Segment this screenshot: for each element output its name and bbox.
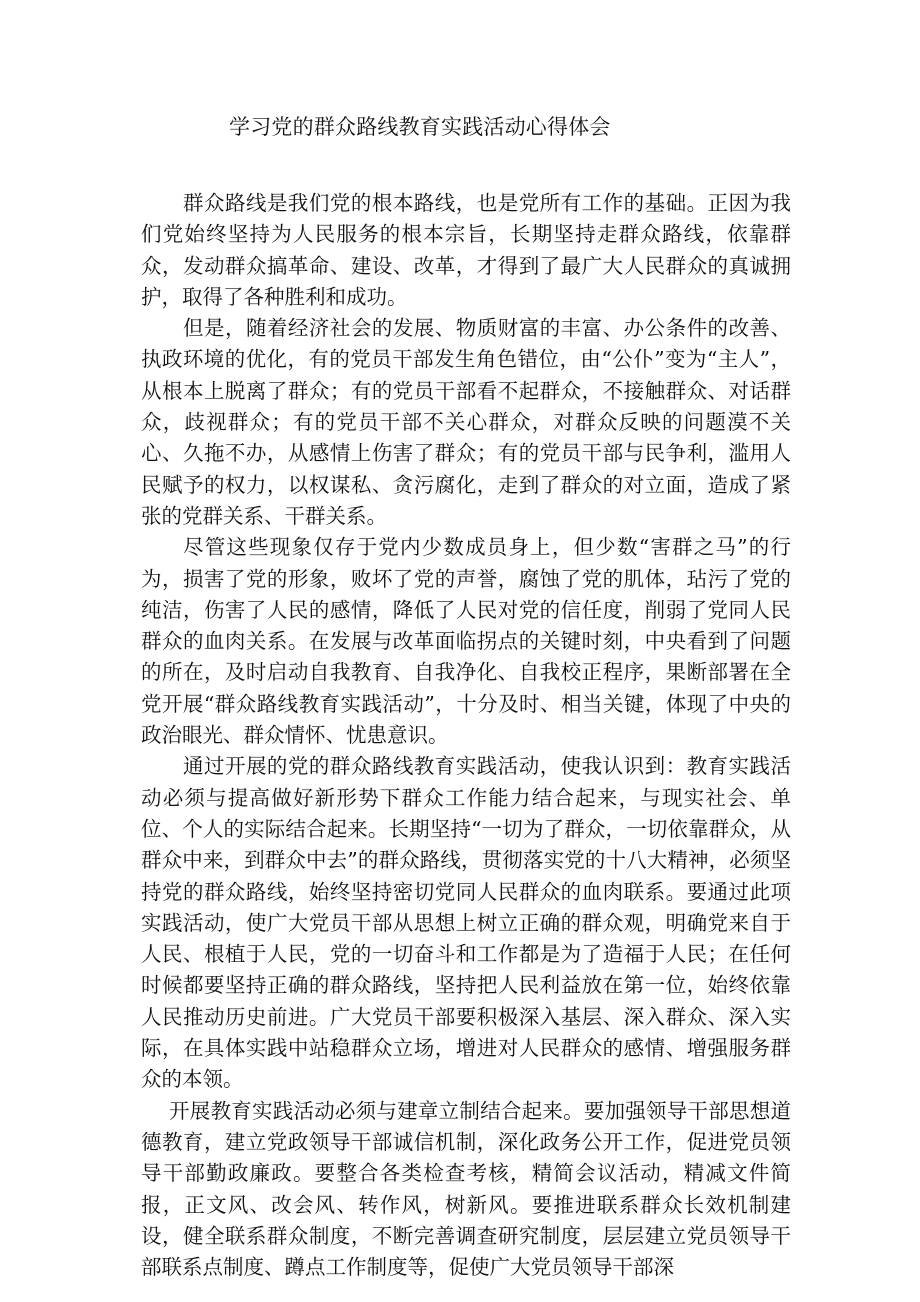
paragraph-5: 开展教育实践活动必须与建章立制结合起来。要加强领导干部思想道德教育，建立党政领导干部诚信机制，深化政务公开工作，促进党员领导干部勤政廉政。要整合各类检查考核，精简会议活动，精减文件简报，正文风、改会风、转作风，树新风。要推进联系群众长效机制建设，健全联系群众制度，不断完善调查研究制度，层层建立党员领导干部联系点制度、蹲点工作制度等，促使广大党员领导干部深: [141, 1098, 791, 1280]
paragraph-4: 通过开展的党的群众路线教育实践活动，使我认识到：教育实践活动必须与提高做好新形势下群众工作能力结合起来，与现实社会、单位、个人的实际结合起来。长期坚持“一切为了群众，一切依靠群众，从群众中来，到群众中去”的群众路线，贯彻落实党的十八大精神，必须坚持党的群众路线，始终坚持密切党同人民群众的血肉联系。要通过此项实践活动，使广大党员干部从思想上树立正确的群众观，明确党来自于人民、根植于人民，党的一切奋斗和工作都是为了造福于人民；在任何时候都要坚持正确的群众路线，坚持把人民利益放在第一位，始终依靠人民推动历史前进。广大党员干部要积极深入基层、深入群众、深入实际，在具体实践中站稳群众立场，增进对人民群众的感情、增强服务群众的本领。: [141, 754, 791, 1092]
paragraph-1: 群众路线是我们党的根本路线，也是党所有工作的基础。正因为我们党始终坚持为人民服务的根本宗旨，长期坚持走群众路线，依靠群众，发动群众搞革命、建设、改革，才得到了最广大人民群众的真诚拥护，取得了各种胜利和成功。: [141, 191, 791, 309]
paragraph-2: 但是，随着经济社会的发展、物质财富的丰富、办公条件的改善、执政环境的优化，有的党员干部发生角色错位，由“公仆”变为“主人”，从根本上脱离了群众；有的党员干部看不起群众，不接触群众、对话群众，歧视群众；有的党员干部不关心群众，对群众反映的问题漠不关心、久拖不办，从感情上伤害了群众；有的党员干部与民争利，滥用人民赋予的权力，以权谋私、贪污腐化，走到了群众的对立面，造成了紧张的党群关系、干群关系。: [141, 316, 791, 528]
document-title: 学习党的群众路线教育实践活动心得体会: [229, 115, 611, 139]
paragraph-3: 尽管这些现象仅存于党内少数成员身上，但少数“害群之马”的行为，损害了党的形象，败坏了党的声誉，腐蚀了党的肌体，玷污了党的纯洁，伤害了人民的感情，降低了人民对党的信任度，削弱了党同人民群众的血肉关系。在发展与改革面临拐点的关键时刻，中央看到了问题的所在，及时启动自我教育、自我净化、自我校正程序，果断部署在全党开展“群众路线教育实践活动”，十分及时、相当关键，体现了中央的政治眼光、群众情怀、忧患意识。: [141, 535, 791, 748]
document-body: [141, 188, 791, 1283]
